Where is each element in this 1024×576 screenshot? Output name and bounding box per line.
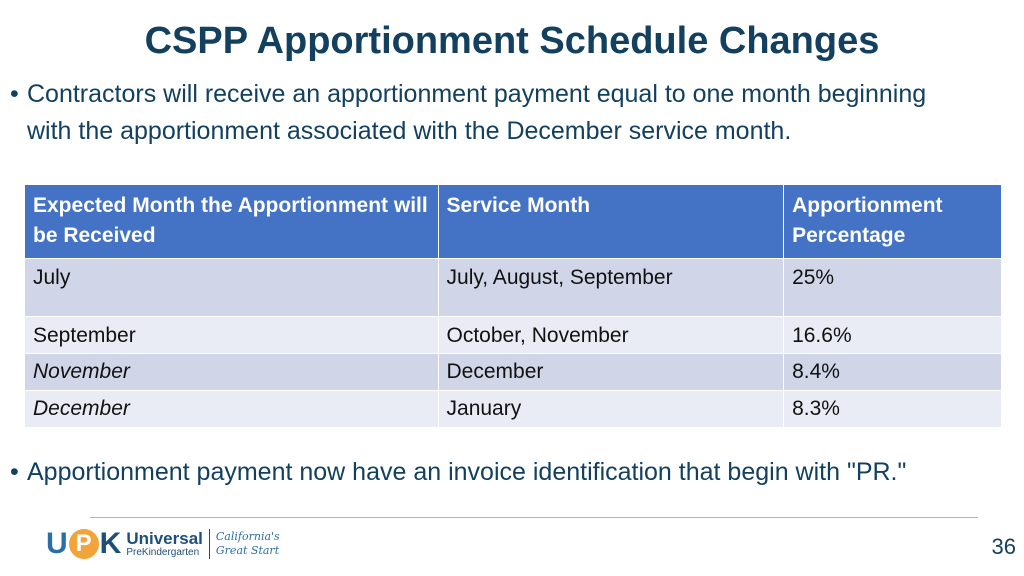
header-expected-month: Expected Month the Apportionment will be Received [25,185,439,259]
table-row [25,259,1002,317]
logo-tagline [216,530,280,558]
logo-letter-k: K [99,527,122,560]
header-apportionment-percentage: Apportionment Percentage [784,185,1002,259]
cell-expected-month: November [25,354,439,391]
bullet-text: Apportionment payment now have an invoice identification that begin with "PR." [27,458,907,486]
cell-service-month: January [438,391,784,428]
logo-letter-u: U [46,527,68,560]
logo-letter-p: P [69,529,99,559]
footer-divider [90,517,978,518]
cell-expected-month: July [25,259,439,317]
logo-tagline-1: California's [215,530,280,543]
table-row [25,391,1002,428]
upk-letters [46,527,121,561]
cell-percentage: 8.4% [784,354,1002,391]
logo-tagline-2: Great Start [215,544,280,557]
cell-service-month: October, November [438,317,784,354]
upk-logo [46,524,280,564]
cell-expected-month: September [25,317,439,354]
logo-divider [209,529,210,559]
table-row [25,317,1002,354]
cell-service-month: December [438,354,784,391]
bullet-invoice-id [10,455,990,489]
bullet-marker: • [10,458,19,486]
bullet-text: Contractors will receive an apportionment payment equal to one month beginning with the apportionment associated with the December service month. [27,80,927,145]
bullet-contractors [10,76,960,150]
cell-expected-month: December [25,391,439,428]
cell-percentage: 25% [784,259,1002,317]
cell-service-month: July, August, September [438,259,784,317]
slide-title: CSPP Apportionment Schedule Changes [144,20,880,62]
cell-percentage: 16.6% [784,317,1002,354]
table-row [25,354,1002,391]
bullet-marker: • [10,80,19,108]
table-header-row [25,185,1002,259]
page-number: 36 [991,534,1016,559]
logo-name: Universal [126,528,203,548]
logo-wordmark [126,530,203,559]
apportionment-schedule-table [24,184,1002,428]
header-service-month: Service Month [438,185,784,259]
logo-subname: PreKindergarten [126,546,200,558]
cell-percentage: 8.3% [784,391,1002,428]
